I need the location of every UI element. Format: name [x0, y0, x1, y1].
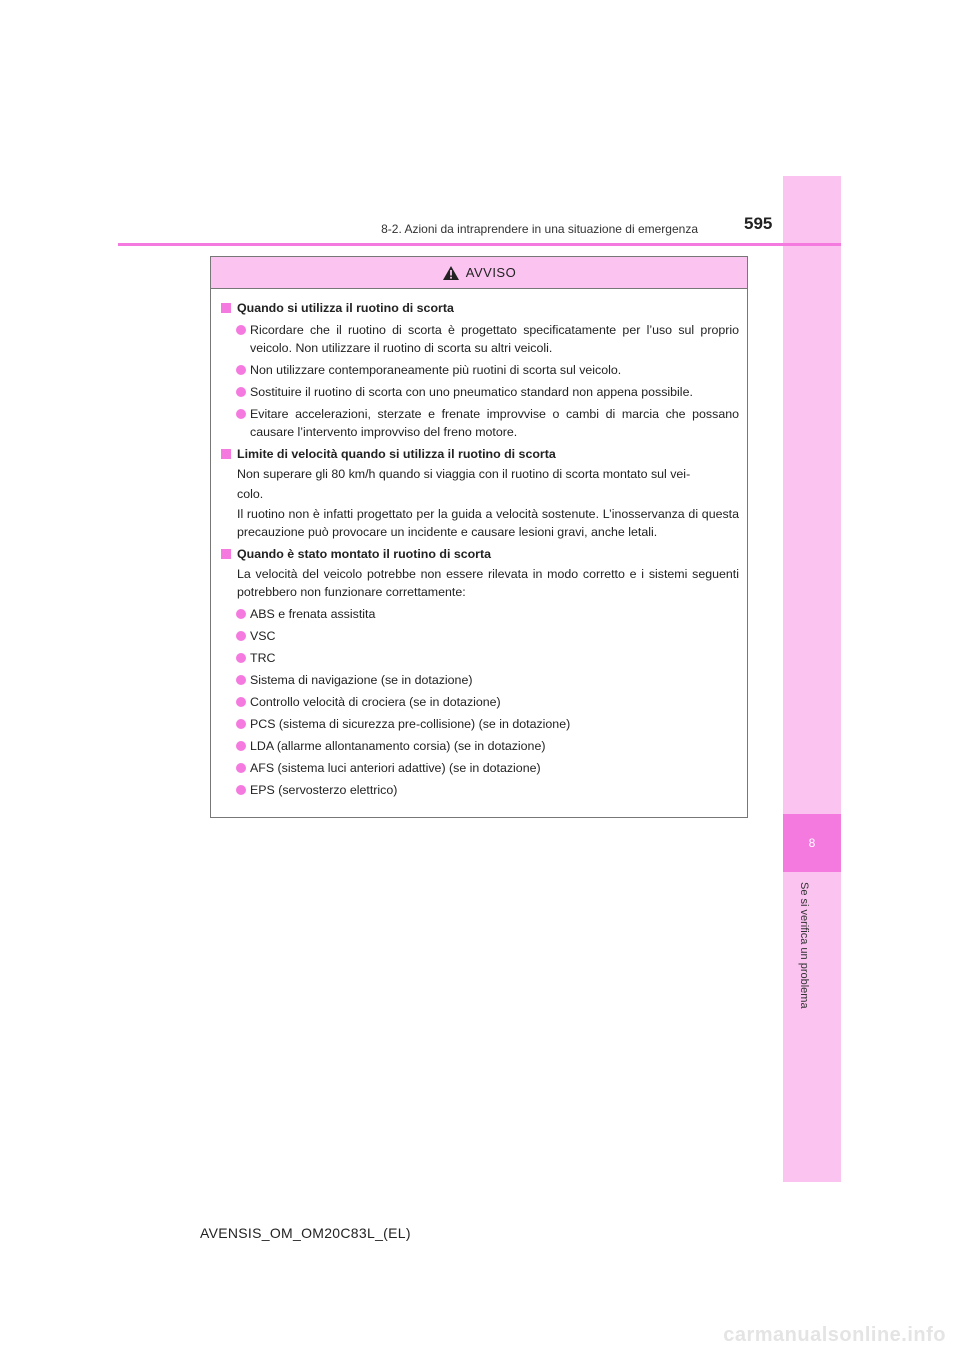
page-number: 595 — [744, 214, 773, 233]
section-paragraph: Il ruotino non è infatti progettato per la guida a velocità sostenute. L’inosservanza di questa precauzione può provocare un incidente e causare lesioni gravi, anche letali. — [237, 507, 739, 539]
bullet-item — [219, 321, 739, 357]
bullet-text: Controllo velocità di crociera (se in dotazione) — [250, 695, 501, 709]
circle-bullet-icon — [236, 719, 246, 729]
circle-bullet-icon — [236, 653, 246, 663]
bullet-item — [219, 605, 739, 623]
bullet-item — [219, 759, 739, 777]
section-heading — [219, 545, 739, 563]
bullet-item — [219, 649, 739, 667]
circle-bullet-icon — [236, 325, 246, 335]
warning-title: AVVISO — [465, 265, 517, 280]
warning-box — [210, 256, 748, 818]
section-heading — [219, 299, 739, 317]
bullet-item — [219, 383, 739, 401]
section-heading-text: Quando è stato montato il ruotino di scorta — [237, 547, 492, 561]
section-paragraph: colo. — [237, 487, 264, 501]
bullet-text: LDA (allarme allontanamento corsia) (se in dotazione) — [250, 739, 546, 753]
section-paragraph: La velocità del veicolo potrebbe non essere rilevata in modo corretto e i sistemi seguenti potrebbero non funzionare correttamente: — [237, 567, 739, 599]
bullet-text: TRC — [250, 651, 276, 665]
bullet-item — [219, 671, 739, 689]
section-title: 8-2. Azioni da intraprendere in una situazione di emergenza — [381, 222, 698, 236]
bullet-item — [219, 693, 739, 711]
bullet-text: Sistema di navigazione (se in dotazione) — [250, 673, 473, 687]
section-heading-text: Quando si utilizza il ruotino di scorta — [237, 301, 454, 315]
bullet-item — [219, 781, 739, 799]
bullet-text: AFS (sistema luci anteriori adattive) (se in dotazione) — [250, 761, 541, 775]
circle-bullet-icon — [236, 387, 246, 397]
bullet-text: EPS (servosterzo elettrico) — [250, 783, 398, 797]
warning-body — [211, 289, 747, 799]
bullet-text: VSC — [250, 629, 276, 643]
circle-bullet-icon — [236, 785, 246, 795]
circle-bullet-icon — [236, 609, 246, 619]
bullet-text: Non utilizzare contemporaneamente più ruotini di scorta sul veicolo. — [250, 363, 622, 377]
watermark: carmanualsonline.info — [723, 1324, 946, 1346]
bullet-item — [219, 405, 739, 441]
header-divider — [118, 243, 841, 246]
square-bullet-icon — [221, 449, 231, 459]
warning-header — [211, 257, 747, 289]
circle-bullet-icon — [236, 741, 246, 751]
circle-bullet-icon — [236, 631, 246, 641]
section-paragraph: Non superare gli 80 km/h quando si viaggia con il ruotino di scorta montato sul vei- — [237, 467, 691, 481]
circle-bullet-icon — [236, 697, 246, 707]
section-heading-text: Limite di velocità quando si utilizza il ruotino di scorta — [237, 447, 556, 461]
chapter-number: 8 — [783, 814, 841, 872]
bullet-item — [219, 715, 739, 733]
bullet-text: Ricordare che il ruotino di scorta è progettato specificatamente per l’uso sul proprio veicolo. Non utilizzare il ruotino di scorta su altri veicoli. — [250, 323, 739, 355]
bullet-item — [219, 361, 739, 379]
bullet-item — [219, 737, 739, 755]
bullet-item — [219, 627, 739, 645]
chapter-title: Se si verifica un problema — [798, 882, 810, 1009]
square-bullet-icon — [221, 549, 231, 559]
bullet-text: ABS e frenata assistita — [250, 607, 376, 621]
circle-bullet-icon — [236, 409, 246, 419]
bullet-text: Sostituire il ruotino di scorta con uno pneumatico standard non appena possibile. — [250, 385, 693, 399]
circle-bullet-icon — [236, 365, 246, 375]
square-bullet-icon — [221, 303, 231, 313]
circle-bullet-icon — [236, 675, 246, 685]
section-heading — [219, 445, 739, 463]
document-code: AVENSIS_OM_OM20C83L_(EL) — [200, 1225, 411, 1241]
bullet-text: Evitare accelerazioni, sterzate e frenate improvvise o cambi di marcia che possano causare l’intervento improvviso del freno motore. — [250, 407, 739, 439]
circle-bullet-icon — [236, 763, 246, 773]
bullet-text: PCS (sistema di sicurezza pre-collisione) (se in dotazione) — [250, 717, 571, 731]
warning-triangle-icon — [442, 265, 460, 281]
